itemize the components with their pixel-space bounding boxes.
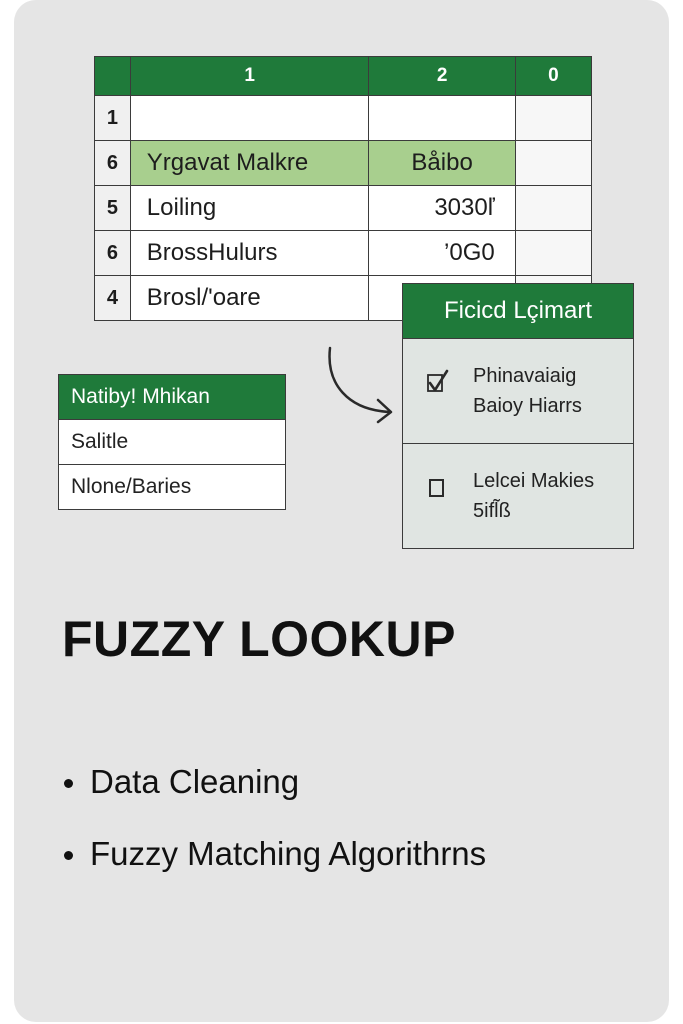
row-number[interactable]: 6: [95, 231, 131, 276]
feature-list: [62, 756, 486, 900]
cell-empty[interactable]: [515, 231, 591, 276]
list-item: [62, 828, 486, 900]
column-header[interactable]: 2: [369, 57, 515, 96]
page-title: FUZZY LOOKUP: [62, 611, 456, 667]
cell-name[interactable]: Loiling: [130, 186, 369, 231]
list-item: [62, 756, 486, 828]
bullet-icon: [64, 851, 73, 860]
row-number[interactable]: 4: [95, 276, 131, 321]
square-icon[interactable]: [425, 474, 451, 502]
curved-arrow-icon: [318, 344, 398, 434]
table-row: [95, 231, 592, 276]
match-result-item[interactable]: [403, 339, 633, 444]
cell-value[interactable]: ’0G0: [369, 231, 515, 276]
corner-cell: [95, 57, 131, 96]
match-result-text: [473, 361, 582, 421]
match-results-title: Ficicd Lçimart: [403, 284, 633, 339]
list-item-label: Fuzzy Matching Algorithrns: [90, 835, 487, 872]
bullet-icon: [64, 779, 73, 788]
table-row-highlighted: [95, 141, 592, 186]
cell-empty[interactable]: [515, 96, 591, 141]
cell-name[interactable]: Brosl/'oare: [130, 276, 369, 321]
match-result-line: Phinavaiaig: [473, 365, 577, 387]
source-list-panel: [58, 374, 286, 510]
spreadsheet-table: [94, 56, 592, 321]
cell-empty[interactable]: [515, 141, 591, 186]
column-header[interactable]: 1: [130, 57, 369, 96]
match-result-line: 5ifl̃ß: [473, 500, 511, 522]
cell-name[interactable]: [130, 96, 369, 141]
row-number[interactable]: 1: [95, 96, 131, 141]
match-result-line: Lelcei Makies: [473, 470, 595, 492]
cell-empty[interactable]: [515, 186, 591, 231]
row-number[interactable]: 5: [95, 186, 131, 231]
column-header-row: [95, 57, 592, 96]
list-item[interactable]: Nlone/Baries: [71, 475, 192, 498]
checkmark-icon[interactable]: [425, 369, 451, 397]
match-result-item[interactable]: [403, 444, 633, 548]
cell-value[interactable]: [369, 96, 515, 141]
source-list-title: Natiby! Mhikan: [59, 375, 285, 420]
cell-value[interactable]: 3030ľ: [369, 186, 515, 231]
table-row: [95, 186, 592, 231]
match-result-line: Baioy Hiarrs: [473, 395, 582, 417]
match-result-text: [473, 466, 594, 526]
cell-value[interactable]: Båibo: [369, 141, 515, 186]
match-results-panel: [402, 283, 634, 549]
list-item[interactable]: Salitle: [59, 420, 285, 465]
cell-name[interactable]: BrossHulurs: [130, 231, 369, 276]
list-item-label: Data Cleaning: [90, 763, 300, 800]
row-number[interactable]: 6: [95, 141, 131, 186]
card: [14, 0, 669, 1022]
cell-name[interactable]: Yrgavat Malkre: [130, 141, 369, 186]
column-header[interactable]: 0: [515, 57, 591, 96]
table-row: [95, 96, 592, 141]
